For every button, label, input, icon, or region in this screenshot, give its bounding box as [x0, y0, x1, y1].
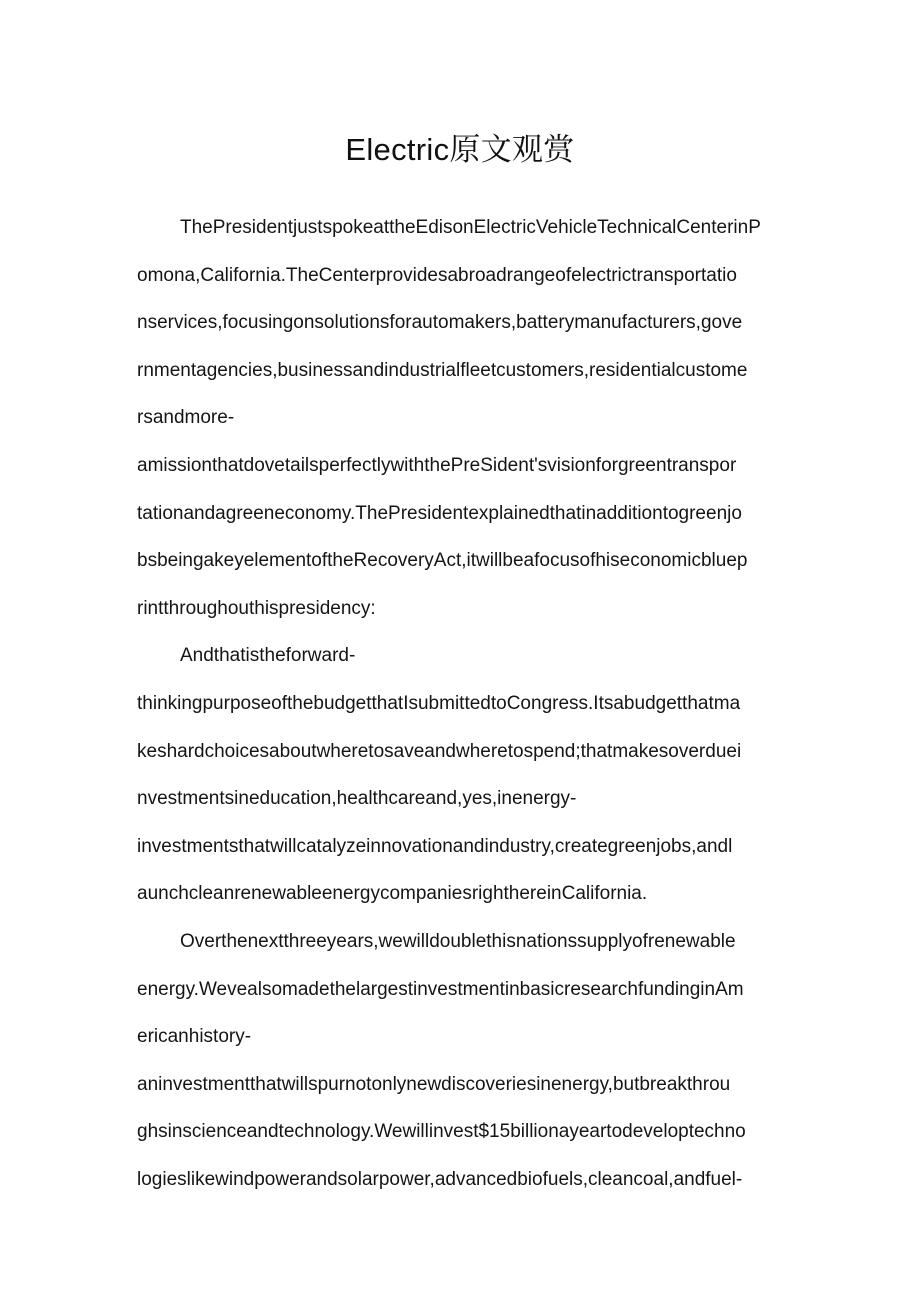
document-title: Electric原文观赏 [345, 132, 575, 167]
paragraph-line: rintthroughouthispresidency: [137, 598, 376, 619]
paragraph-line: aninvestmentthatwillspurnotonlynewdiscoveriesinenergy,butbreakthrou [137, 1074, 731, 1095]
paragraph-line: nvestmentsineducation,healthcareand,yes,inenergy- [137, 788, 577, 809]
paragraph-line: nservices,focusingonsolutionsforautomakers,batterymanufacturers,gove [137, 312, 743, 333]
paragraph-line: energy.WevealsomadethelargestinvestmentinbasicresearchfundinginAm [137, 979, 744, 1000]
paragraph-line: tationandagreeneconomy.ThePresidentexplainedthatinadditiontogreenjo [137, 503, 742, 524]
paragraph-line: investmentsthatwillcatalyzeinnovationandindustry,creategreenjobs,andl [137, 836, 733, 857]
paragraph-line: rsandmore- [137, 407, 235, 428]
paragraph-line: ThePresidentjustspokeattheEdisonElectricVehicleTechnicalCenterinP [180, 217, 761, 238]
paragraph-line: thinkingpurposeofthebudgetthatIsubmittedtoCongress.Itsabudgetthatma [137, 693, 741, 714]
paragraph-line: logieslikewindpowerandsolarpower,advancedbiofuels,cleancoal,andfuel- [137, 1169, 743, 1190]
paragraph-line: bsbeingakeyelementoftheRecoveryAct,itwillbeafocusofhiseconomicbluep [137, 550, 748, 571]
paragraph-line: omona,California.TheCenterprovidesabroadrangeofelectrictransportatio [137, 265, 737, 286]
paragraph-line: rnmentagencies,businessandindustrialfleetcustomers,residentialcustome [137, 360, 748, 381]
paragraph-line: amissionthatdovetailsperfectlywiththePreSident'svisionforgreentranspor [137, 455, 737, 476]
paragraph-line: Overthenextthreeyears,wewilldoublethisnationssupplyofrenewable [180, 931, 736, 952]
paragraph-line: Andthatistheforward- [180, 645, 356, 666]
paragraph-line: aunchcleanrenewableenergycompaniesrighthereinCalifornia. [137, 883, 648, 904]
paragraph-line: ghsinscienceandtechnology.Wewillinvest$15billionayeartodeveloptechno [137, 1121, 746, 1142]
paragraph-line: ericanhistory- [137, 1026, 252, 1047]
paragraph-line: keshardchoicesaboutwheretosaveandwheretospend;thatmakesoverduei [137, 741, 742, 762]
